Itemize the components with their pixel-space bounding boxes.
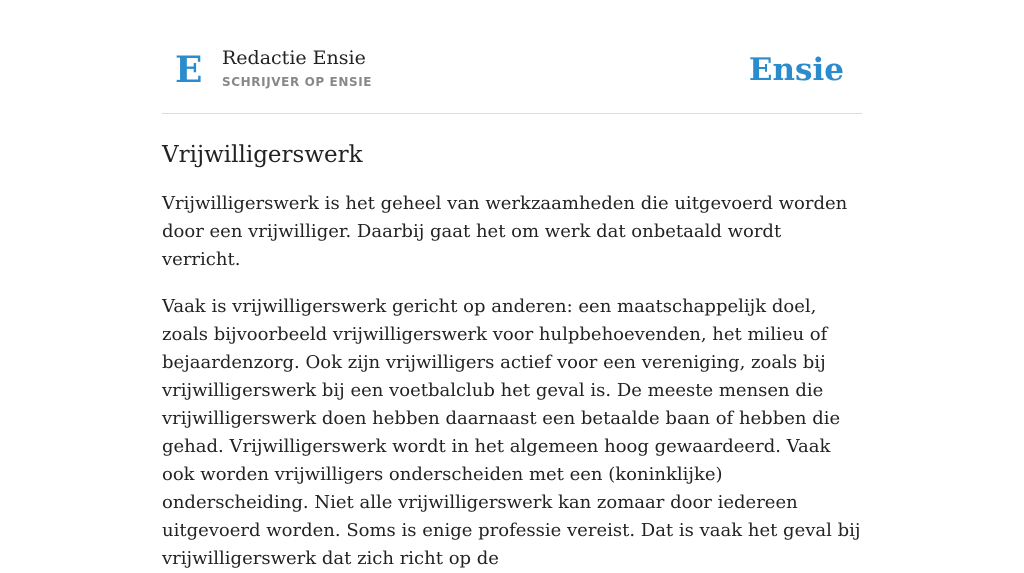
brand-logo[interactable]: Ensie xyxy=(748,52,844,88)
article-paragraph: Vrijwilligerswerk is het geheel van werkzaamheden die uitgevoerd worden door een vrijwilliger. Daarbij gaat het om werk dat onbetaald wordt verricht. xyxy=(162,193,848,270)
article-header xyxy=(162,0,862,114)
author-logo-icon[interactable]: E xyxy=(175,49,203,91)
article-paragraph: Vaak is vrijwilligerswerk gericht op anderen: een maatschappelijk doel, zoals bijvoorbeeld vrijwilligerswerk voor hulpbehoevenden, het milieu of bejaardenzorg. Ook zijn vrijwilligers actief voor een vereniging, zoals bij vrijwilligerswerk bij een voetbalclub het geval is. De meeste mensen die vrijwilligerswerk doen hebben daarnaast een betaalde baan of hebben die gehad. Vrijwilligerswerk wordt in het algemeen hoog gewaardeerd. Vaak ook worden vrijwilligers onderscheiden met een (koninklijke) onderscheiding. Niet alle vrijwilligerswerk kan zomaar door iedereen uitgevoerd worden. Soms is enige professie vereist. Dat is vaak het geval bij vrijwilligerswerk dat zich richt op de xyxy=(162,296,861,569)
article-card xyxy=(162,0,862,573)
author-name[interactable]: Redactie Ensie xyxy=(222,47,366,69)
article-title: Vrijwilligerswerk xyxy=(162,142,363,168)
author-role: SCHRIJVER OP ENSIE xyxy=(222,75,373,89)
